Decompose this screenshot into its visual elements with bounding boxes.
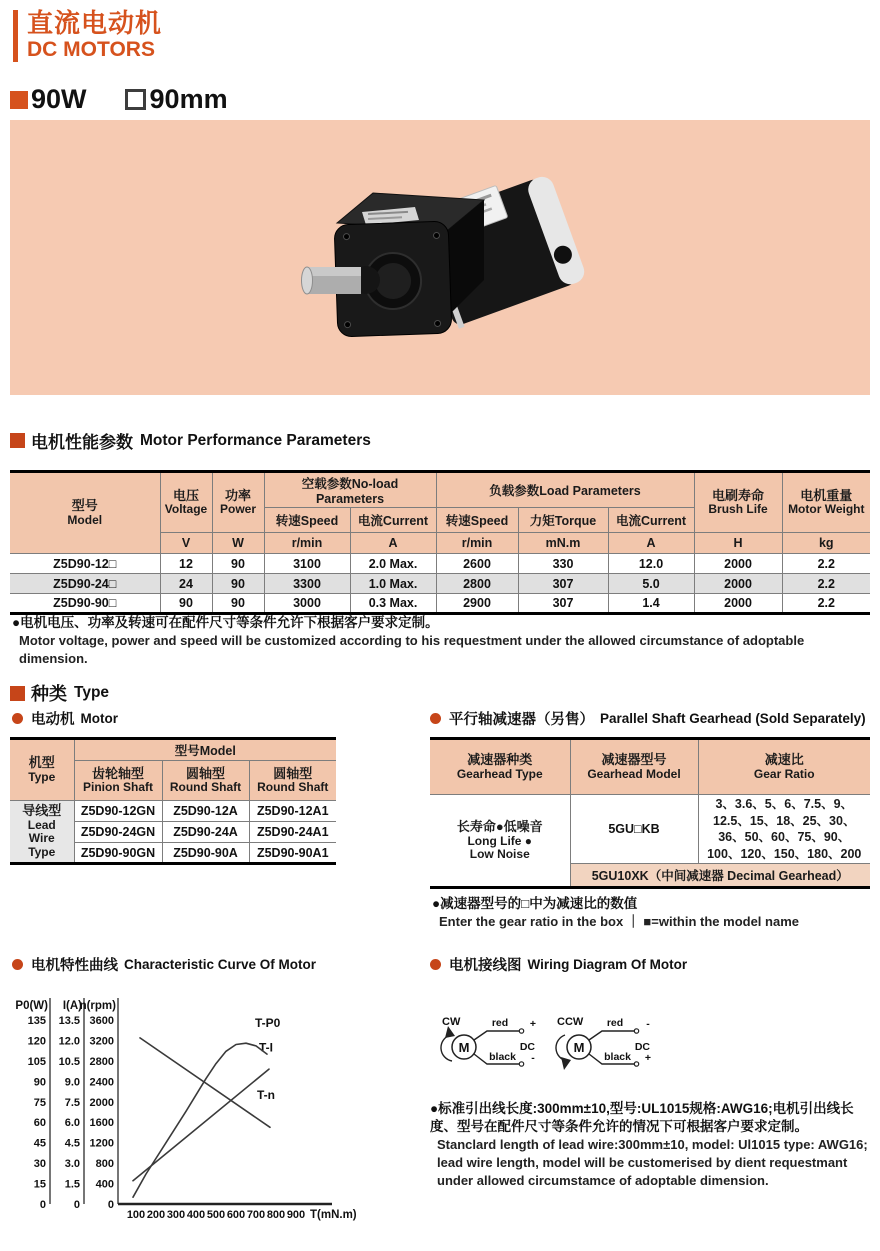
- col-header-gearhead-type: 减速器种类 Gearhead Type: [430, 739, 570, 795]
- section-performance-cn: 电机性能参数: [31, 433, 133, 452]
- motor-symbol: M: [458, 1040, 470, 1055]
- svg-text:90: 90: [33, 1076, 46, 1089]
- col-group-noload: 空载参数No-load Parameters: [264, 472, 436, 508]
- cell-gear-ratios: 3、3.6、5、6、7.5、9、 12.5、15、18、25、30、 36、50、60、75、90、 100、120、150、180、200: [698, 795, 870, 864]
- page-title-en: DC MOTORS: [27, 38, 155, 62]
- svg-text:100: 100: [126, 1209, 146, 1221]
- cell-gearhead-type: 长寿命●低噪音 Long Life ● Low Noise: [430, 795, 570, 888]
- col-header-pinion-shaft: 齿轮轴型 Pinion Shaft: [74, 761, 162, 801]
- curve-subsection: 电机特性曲线 Characteristic Curve Of Motor: [12, 954, 316, 975]
- svg-text:30: 30: [33, 1158, 46, 1171]
- top-wire: [474, 1031, 519, 1040]
- svg-text:15: 15: [33, 1178, 46, 1191]
- table-row: Z5D90-24□ 24 90 3300 1.0 Max. 2800 307 5.0 2000 2.2: [10, 574, 870, 594]
- characteristic-curve-chart: [14, 996, 406, 1246]
- svg-text:n(rpm): n(rpm): [79, 1000, 116, 1012]
- svg-text:135: 135: [27, 1015, 46, 1027]
- bottom-polarity: +: [644, 1052, 652, 1064]
- col-header-load-speed: 转速Speed: [436, 508, 518, 533]
- svg-text:2000: 2000: [89, 1096, 114, 1109]
- col-header-noload-current: 电流Current: [350, 508, 436, 533]
- output-shaft: [302, 267, 362, 294]
- svg-text:3.0: 3.0: [64, 1158, 80, 1171]
- svg-text:10.5: 10.5: [58, 1055, 80, 1068]
- col-header-gear-ratio: 减速比 Gear Ratio: [698, 739, 870, 795]
- col-header-model: 型号 Model: [10, 472, 160, 554]
- svg-text:T-I: T-I: [259, 1040, 273, 1055]
- svg-text:2400: 2400: [89, 1076, 114, 1089]
- curve-t-n: [140, 1038, 270, 1127]
- unit-torque: mN.m: [518, 533, 608, 554]
- top-wire-label: red: [606, 1017, 624, 1029]
- spec-size: 90mm: [149, 84, 228, 114]
- gearhead-table: [430, 737, 870, 889]
- unit-voltage: V: [160, 533, 212, 554]
- section-performance: [10, 428, 371, 453]
- col-header-load-current: 电流Current: [608, 508, 694, 533]
- section-type: 种类 Type: [10, 680, 109, 706]
- wiring-subsection: 电机接线图 Wiring Diagram Of Motor: [430, 954, 687, 975]
- svg-text:P0(W): P0(W): [15, 1000, 48, 1012]
- table-row: Z5D90-90GN Z5D90-90A Z5D90-90A1: [10, 843, 336, 864]
- col-header-weight: 电机重量 Motor Weight: [782, 472, 870, 533]
- motor-performance-table: [10, 470, 870, 615]
- table-row: Z5D90-12□ 12 90 3100 2.0 Max. 2600 330 12.0 2000 2.2: [10, 554, 870, 574]
- page-title-cn: 直流电动机: [27, 8, 163, 38]
- spec-heading: [10, 84, 228, 115]
- page-header: [13, 10, 162, 62]
- top-wire-label: red: [491, 1017, 509, 1029]
- col-group-model: 型号Model: [74, 739, 336, 761]
- bottom-terminal: [634, 1062, 638, 1066]
- section-performance-en: Motor Performance Parameters: [140, 431, 371, 449]
- section-square-icon: [10, 433, 25, 448]
- spec-power: 90W: [31, 84, 87, 114]
- col-header-gearhead-model: 减速器型号 Gearhead Model: [570, 739, 698, 795]
- svg-text:3600: 3600: [89, 1015, 114, 1027]
- rotation-arrowhead: [561, 1057, 571, 1070]
- top-polarity: +: [529, 1018, 537, 1030]
- svg-text:120: 120: [27, 1035, 46, 1048]
- cell-model: Z5D90-90□: [10, 594, 160, 614]
- section-square-icon: [10, 686, 25, 701]
- col-header-power: 功率 Power: [212, 472, 264, 533]
- svg-text:T-n: T-n: [257, 1088, 275, 1103]
- svg-text:T-P0: T-P0: [255, 1015, 281, 1030]
- gearhead-subsection: 平行轴减速器（另售） Parallel Shaft Gearhead (Sold Separately): [430, 708, 866, 729]
- svg-text:300: 300: [166, 1209, 186, 1221]
- top-wire: [589, 1031, 634, 1040]
- filled-square-icon: [10, 91, 28, 109]
- svg-text:4.5: 4.5: [64, 1137, 80, 1150]
- col-header-round-shaft-2: 圆轴型 Round Shaft: [249, 761, 336, 801]
- svg-text:T(mN.m): T(mN.m): [310, 1209, 357, 1221]
- wiring-diagram-cw: [440, 1012, 545, 1082]
- unit-brush-life: H: [694, 533, 782, 554]
- motor-illustration: [10, 120, 870, 395]
- bottom-polarity: -: [531, 1052, 535, 1064]
- row-label-lead-wire: 导线型 Lead Wire Type: [10, 801, 74, 864]
- bottom-terminal: [519, 1062, 523, 1066]
- svg-text:I(A): I(A): [62, 1000, 82, 1012]
- svg-text:45: 45: [33, 1137, 46, 1150]
- performance-note: ●电机电压、功率及转速可在配件尺寸等条件允许下根据客户要求定制。 Motor voltage, power and speed will be customized according to his requestment under the allowed circumstance of adoptable dimension.: [12, 615, 805, 666]
- motor-subsection: 电动机 Motor: [12, 708, 118, 729]
- outline-square-icon: [125, 89, 146, 110]
- svg-text:75: 75: [33, 1096, 46, 1109]
- unit-noload-speed: r/min: [264, 533, 350, 554]
- svg-text:0: 0: [39, 1199, 46, 1211]
- top-terminal: [519, 1029, 523, 1033]
- bottom-wire-label: black: [604, 1051, 631, 1063]
- cell-decimal-gearhead: 5GU10XK（中间减速器 Decimal Gearhead）: [570, 864, 870, 888]
- bullet-circle-icon: [12, 713, 23, 724]
- svg-text:2800: 2800: [89, 1055, 114, 1068]
- svg-text:800: 800: [95, 1158, 114, 1171]
- svg-text:800: 800: [266, 1209, 286, 1221]
- svg-text:0: 0: [107, 1199, 114, 1211]
- svg-text:6.0: 6.0: [64, 1117, 80, 1130]
- svg-text:900: 900: [286, 1209, 306, 1221]
- svg-text:1600: 1600: [89, 1117, 114, 1130]
- col-header-machine-type: 机型 Type: [10, 739, 74, 801]
- supply-label: DC: [519, 1041, 535, 1053]
- unit-noload-current: A: [350, 533, 436, 554]
- table-row: Z5D90-90□ 90 90 3000 0.3 Max. 2900 307 1.4 2000 2.2: [10, 594, 870, 614]
- motor-symbol: M: [573, 1040, 585, 1055]
- rotation-direction-label: CW: [442, 1016, 461, 1028]
- col-header-voltage: 电压 Voltage: [160, 472, 212, 533]
- rotation-direction-label: CCW: [557, 1016, 584, 1028]
- svg-text:700: 700: [246, 1209, 266, 1221]
- svg-text:12.0: 12.0: [58, 1035, 80, 1048]
- table-row: [430, 795, 870, 864]
- cell-model: Z5D90-12□: [10, 554, 160, 574]
- unit-load-current: A: [608, 533, 694, 554]
- col-header-noload-speed: 转速Speed: [264, 508, 350, 533]
- svg-text:600: 600: [226, 1209, 246, 1221]
- svg-text:1.5: 1.5: [64, 1178, 80, 1191]
- svg-text:13.5: 13.5: [58, 1015, 80, 1027]
- col-group-load: 负载参数Load Parameters: [436, 472, 694, 508]
- svg-text:7.5: 7.5: [64, 1096, 80, 1109]
- rotation-arrow-icon: [441, 1035, 452, 1061]
- cell-gearhead-model: 5GU□KB: [570, 795, 698, 864]
- svg-text:400: 400: [95, 1178, 114, 1191]
- motor-model-table: [10, 737, 336, 865]
- svg-text:3200: 3200: [89, 1035, 114, 1048]
- bullet-circle-icon: [12, 959, 23, 970]
- bullet-circle-icon: [430, 713, 441, 724]
- svg-text:500: 500: [206, 1209, 226, 1221]
- unit-weight: kg: [782, 533, 870, 554]
- unit-power: W: [212, 533, 264, 554]
- svg-text:60: 60: [33, 1117, 46, 1130]
- table-row: 导线型 Lead Wire Type Z5D90-12GN Z5D90-12A Z5D90-12A1: [10, 801, 336, 822]
- curve-t-p0: [133, 1043, 267, 1197]
- top-polarity: -: [646, 1018, 650, 1030]
- gearhead-note: ●减速器型号的□中为减速比的数值 Enter the gear ratio in the box ｜ ■=within the model name: [432, 896, 799, 930]
- rotation-arrow-icon: [556, 1035, 567, 1061]
- bullet-circle-icon: [430, 959, 441, 970]
- product-photo: [10, 120, 870, 395]
- svg-text:1200: 1200: [89, 1137, 114, 1150]
- svg-text:400: 400: [186, 1209, 206, 1221]
- col-header-round-shaft: 圆轴型 Round Shaft: [162, 761, 249, 801]
- table-row: Z5D90-24GN Z5D90-24A Z5D90-24A1: [10, 822, 336, 843]
- top-terminal: [634, 1029, 638, 1033]
- cell-model: Z5D90-24□: [10, 574, 160, 594]
- col-header-brush-life: 电刷寿命 Brush Life: [694, 472, 782, 533]
- svg-text:0: 0: [73, 1199, 80, 1211]
- wiring-diagram-ccw: [555, 1012, 660, 1082]
- svg-text:200: 200: [146, 1209, 166, 1221]
- bottom-wire-label: black: [489, 1051, 516, 1063]
- col-header-torque: 力矩Torque: [518, 508, 608, 533]
- lead-wire-note: ●标准引出线长度:300mm±10,型号:UL1015规格:AWG16;电机引出线长度、型号在配件尺寸等条件允许的情况下可根据客户要求定制。 Stanclard length of lead wire:300mm±10, model: Ul1015 type: AWG16; lead wire length, model will be customerised by dient requestmant under allowed circumstamce of adoptable dimension.: [430, 1101, 868, 1188]
- supply-label: DC: [634, 1041, 650, 1053]
- unit-load-speed: r/min: [436, 533, 518, 554]
- svg-text:105: 105: [27, 1055, 46, 1068]
- svg-text:9.0: 9.0: [64, 1076, 80, 1089]
